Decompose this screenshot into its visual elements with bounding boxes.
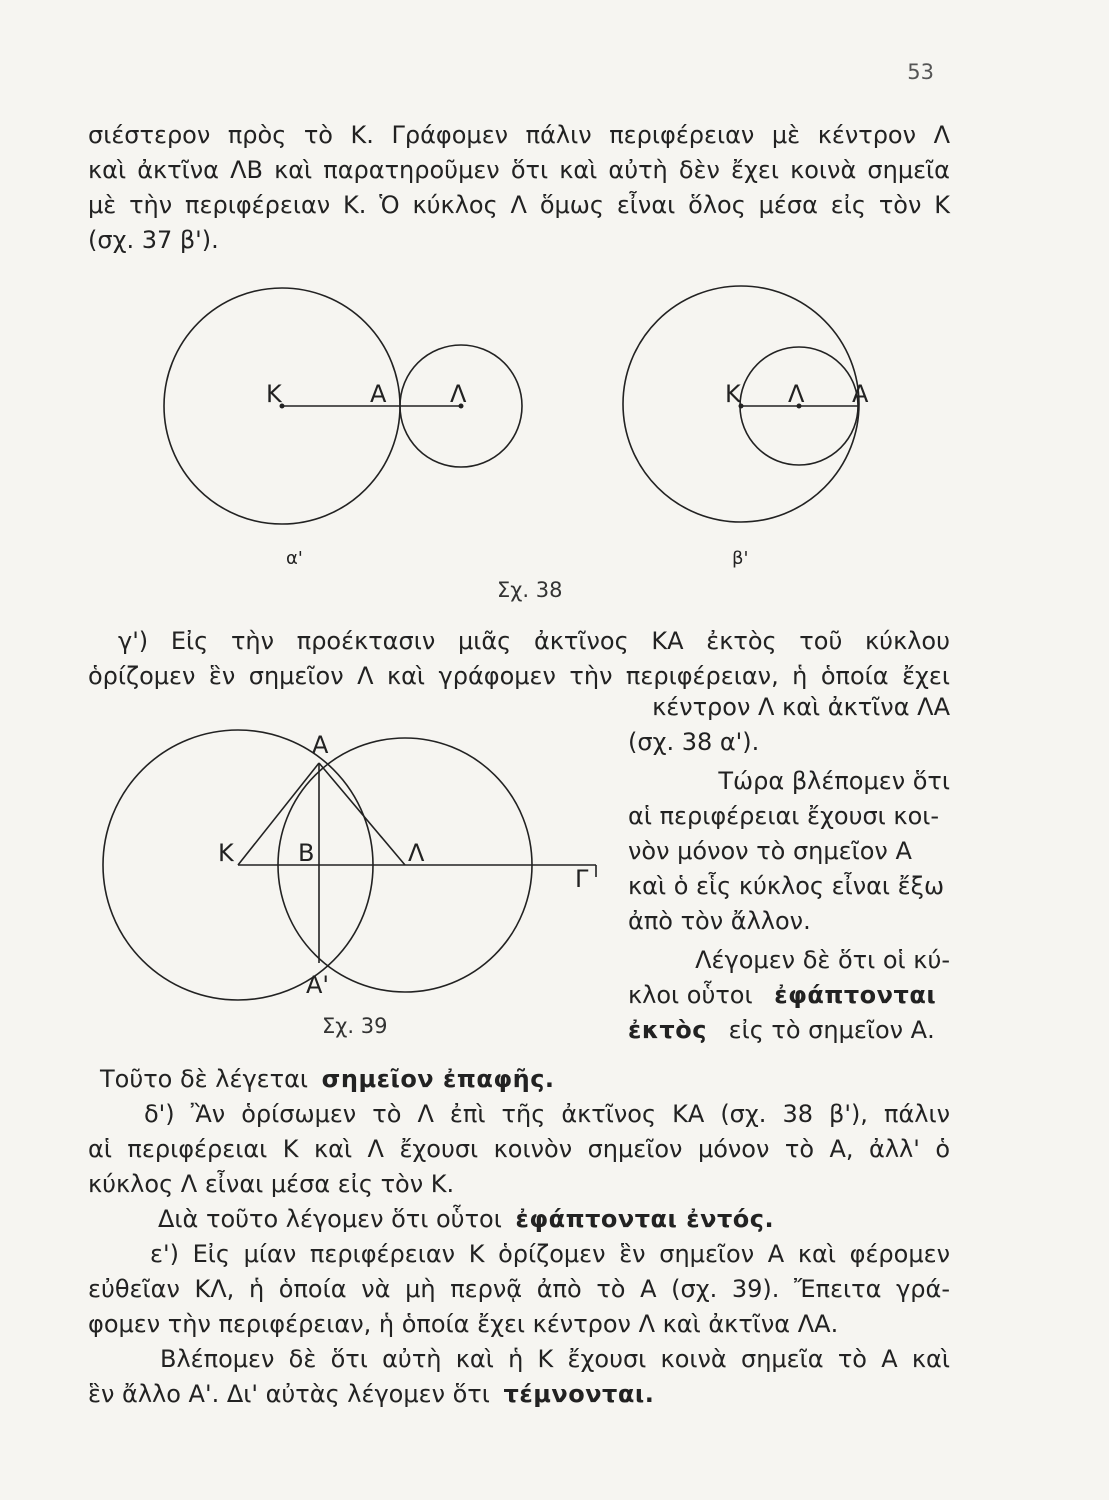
paragraph-4 xyxy=(88,1097,950,1202)
text-span: Τοῦτο δὲ λέγεται xyxy=(100,1065,309,1093)
text-line: εὐθεῖαν ΚΛ, ἡ ὁποία νὰ μὴ περνᾷ ἀπὸ τὸ Α (σχ. 39). Ἔπειτα γρά- xyxy=(88,1275,950,1303)
label-g-fig39: Γ xyxy=(575,865,589,893)
text-line: καὶ ἀκτῖνα ΛΒ καὶ παρατηροῦμεν ὅτι καὶ αὐτὴ δὲν ἔχει κοινὰ σημεῖα xyxy=(88,156,950,184)
text-line: νὸν μόνον τὸ σημεῖον Α xyxy=(628,837,912,865)
text-line: κέντρον Λ καὶ ἀκτῖνα ΛΑ xyxy=(652,693,950,721)
paragraph-7 xyxy=(88,1342,950,1412)
text-line: φομεν τὴν περιφέρειαν, ἡ ὁποία ἔχει κέντρον Λ καὶ ἀκτῖνα ΛΑ. xyxy=(88,1310,839,1338)
label-a-alpha: Α xyxy=(370,380,387,408)
text-line: Βλέπομεν δὲ ὅτι αὐτὴ καὶ ἡ Κ ἔχουσι κοινὰ σημεῖα τὸ Α καὶ xyxy=(160,1345,950,1373)
text-span: ἓν ἄλλο Α'. Δι' αὐτὰς λέγομεν ὅτι xyxy=(88,1380,490,1408)
text-span: κλοι οὗτοι xyxy=(628,981,753,1009)
caption-fig38: Σχ. 38 xyxy=(497,578,563,602)
text-line: Λέγομεν δὲ ὅτι οἱ κύ- xyxy=(695,946,950,974)
text-line xyxy=(88,1377,950,1412)
subcaption-alpha: α' xyxy=(286,548,303,569)
subcaption-beta: β' xyxy=(732,548,749,569)
right-column xyxy=(620,690,950,1048)
text-line: μὲ τὴν περιφέρειαν Κ. Ὁ κύκλος Λ ὅμως εἶναι ὅλος μέσα εἰς τὸν Κ xyxy=(88,191,950,219)
label-a-fig39: Α xyxy=(312,731,329,759)
label-k-alpha: Κ xyxy=(266,380,282,408)
label-l-beta: Λ xyxy=(788,380,805,408)
paragraph-3 xyxy=(100,1062,962,1097)
label-l-fig39: Λ xyxy=(408,839,425,867)
paragraph-2 xyxy=(88,624,950,694)
label-a-prime-fig39: Α' xyxy=(306,971,330,999)
text-line: (σχ. 38 α'). xyxy=(628,728,760,756)
text-span: εἰς τὸ σημεῖον Α. xyxy=(728,1016,935,1044)
caption-fig39: Σχ. 39 xyxy=(322,1014,388,1038)
segment-al-fig39 xyxy=(319,763,405,865)
text-line: κύκλος Λ εἶναι μέσα εἰς τὸν Κ. xyxy=(88,1170,455,1198)
text-line: δ') Ἂν ὁρίσωμεν τὸ Λ ἐπὶ τῆς ἀκτῖνος ΚΑ (σχ. 38 β'), πάλιν xyxy=(144,1100,950,1128)
text-line xyxy=(620,1013,950,1048)
paragraph-5 xyxy=(158,1202,958,1237)
text-line: ὁρίζομεν ἓν σημεῖον Λ καὶ γράφομεν τὴν περιφέρειαν, ἡ ὁποία ἔχει xyxy=(88,662,950,690)
text-span: Διὰ τοῦτο λέγομεν ὅτι οὗτοι xyxy=(158,1205,502,1233)
emphasis-term: ἐκτὸς xyxy=(628,1016,707,1044)
label-b-fig39: Β xyxy=(298,839,315,867)
paragraph-6 xyxy=(88,1237,950,1342)
emphasis-term: σημεῖον ἐπαφῆς. xyxy=(321,1065,555,1093)
figure-38 xyxy=(140,280,920,570)
text-line: γ') Εἰς τὴν προέκτασιν μιᾶς ἀκτῖνος ΚΑ ἐκτὸς τοῦ κύκλου xyxy=(118,627,950,655)
text-line: ε') Εἰς μίαν περιφέρειαν Κ ὁρίζομεν ἓν σημεῖον Α καὶ φέρομεν xyxy=(150,1240,950,1268)
emphasis-term: τέμνονται. xyxy=(503,1380,655,1408)
emphasis-term: ἐφάπτονται ἐντός. xyxy=(515,1205,775,1233)
page-number: 53 xyxy=(907,60,934,84)
emphasis-term: ἐφάπτονται xyxy=(774,981,937,1009)
label-l-alpha: Λ xyxy=(450,380,467,408)
text-line: αἱ περιφέρειαι ἔχουσι κοι- xyxy=(628,802,940,830)
paragraph-1 xyxy=(88,118,950,258)
text-line: σιέστερον πρὸς τὸ Κ. Γράφομεν πάλιν περιφέρειαν μὲ κέντρον Λ xyxy=(88,121,950,149)
text-line: ἀπὸ τὸν ἄλλον. xyxy=(628,907,811,935)
label-k-fig39: Κ xyxy=(218,839,234,867)
text-line: αἱ περιφέρειαι Κ καὶ Λ ἔχουσι κοινὸν σημεῖον μόνον τὸ Α, ἀλλ' ὁ xyxy=(88,1135,950,1163)
text-line: καὶ ὁ εἷς κύκλος εἶναι ἔξω xyxy=(628,872,945,900)
text-line: (σχ. 37 β'). xyxy=(88,226,219,254)
label-k-beta: Κ xyxy=(725,380,741,408)
text-line xyxy=(620,978,950,1013)
text-line: Τώρα βλέπομεν ὅτι xyxy=(718,767,950,795)
label-a-beta: Α xyxy=(852,380,869,408)
figure-39 xyxy=(100,725,600,1055)
